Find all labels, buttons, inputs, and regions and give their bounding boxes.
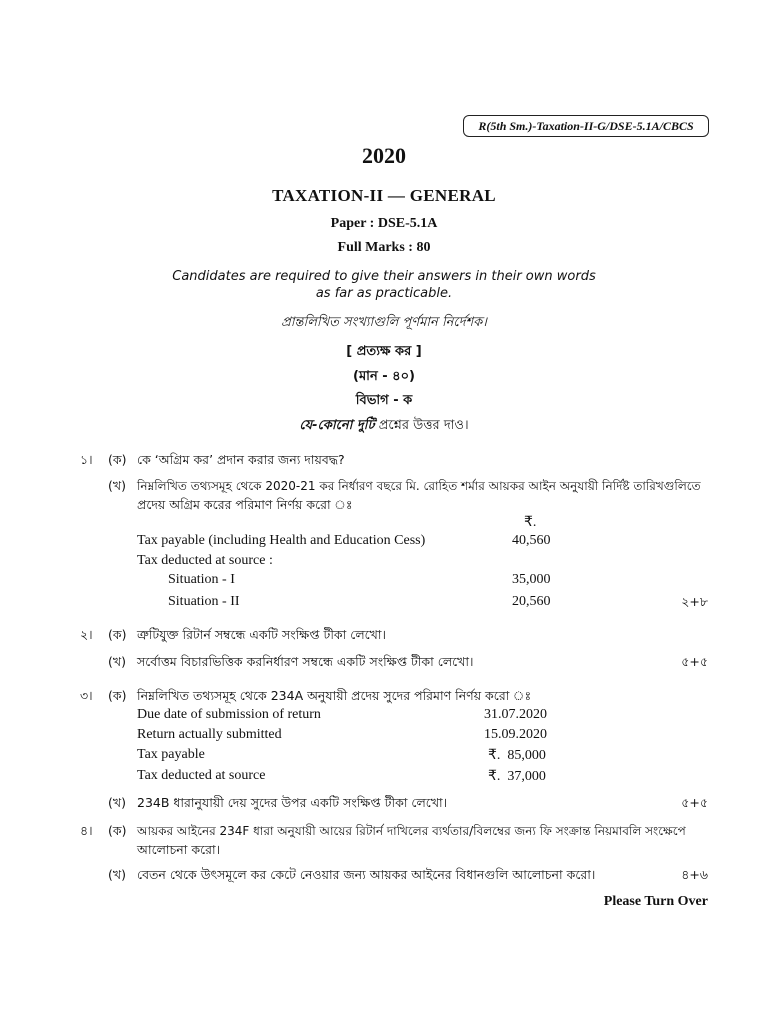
- q3-row-value: 15.09.2020: [484, 727, 547, 742]
- q1-number: ১।: [80, 452, 93, 467]
- q1-a-text: কে ‘অগ্রিম কর’ প্রদান করার জন্য দায়বদ্ধ?: [137, 452, 345, 467]
- subject-title: TAXATION-II — GENERAL: [272, 186, 496, 205]
- q3-b-label: (খ): [108, 795, 126, 810]
- paper-number: Paper : DSE-5.1A: [330, 216, 438, 231]
- q1-row-label: Situation - I: [168, 572, 235, 587]
- answer-instruction-rest: প্রশ্নের উত্তর দাও।: [378, 418, 469, 433]
- q1-a-label: (ক): [108, 452, 127, 467]
- q4-a-label: (ক): [108, 823, 127, 838]
- q1-row-label: Situation - II: [168, 594, 240, 609]
- full-marks: Full Marks : 80: [337, 240, 431, 255]
- q3-marks: ৫+৫: [681, 795, 708, 810]
- q1-b-line-2: প্রদেয় অগ্রিম করের পরিমাণ নির্ণয় করো ঃ: [137, 497, 353, 512]
- section-marks: (মান - ৪০): [353, 369, 415, 384]
- q4-b-label: (খ): [108, 867, 126, 882]
- q3-row-value: 31.07.2020: [484, 707, 547, 722]
- q4-a-line-1: আয়কর আইনের 234F ধারা অনুযায়ী আয়ের রিটার্ন দাখিলের ব্যর্থতার/বিলম্বের জন্য ফি সংক্রান্ত নিয়মাবলি সংক্ষেপে: [137, 824, 686, 838]
- paper-code: R(5th Sm.)-Taxation-II-G/DSE-5.1A/CBCS: [463, 115, 709, 137]
- instructions-english: [0, 268, 768, 302]
- q3-row-label: Return actually submitted: [137, 727, 282, 742]
- q4-marks: ৪+৬: [681, 867, 708, 882]
- instructions-line-1: Candidates are required to give their answers in their own words: [172, 269, 596, 284]
- q4-b-text: বেতন থেকে উৎসমূলে কর কেটে নেওয়ার জন্য আয়কর আইনের বিধানগুলি আলোচনা করো।: [137, 867, 596, 882]
- q4-a-line-2: আলোচনা করো।: [137, 842, 221, 857]
- group-label: বিভাগ - ক: [355, 393, 413, 408]
- q1-marks: ২+৮: [681, 594, 708, 609]
- exam-year: 2020: [362, 143, 406, 168]
- q1-b-label: (খ): [108, 478, 126, 493]
- q1-b-line-1: নিম্নলিখিত তথ্যসমূহ থেকে 2020-21 কর নির্ধারণ বছরে মি. রোহিত শর্মার আয়কর আইন অনুযায়ী নির্দিষ্ট তারিখগুলিতে: [137, 479, 701, 493]
- please-turn-over: Please Turn Over: [603, 894, 708, 909]
- q1-row-label: Tax payable (including Health and Education Cess): [137, 533, 426, 548]
- q1-row-value: 20,560: [512, 594, 551, 609]
- q2-b-label: (খ): [108, 654, 126, 669]
- q4-number: ৪।: [80, 823, 93, 838]
- q3-row-value: ₹. 37,000: [488, 769, 546, 784]
- q2-b-text: সর্বোত্তম বিচারভিত্তিক করনির্ধারণ সম্বন্ধে একটি সংক্ষিপ্ত টীকা লেখো।: [137, 654, 474, 669]
- q3-a-label: (ক): [108, 688, 127, 703]
- answer-instruction: [0, 416, 768, 437]
- q3-row-label: Tax payable: [137, 747, 205, 762]
- q3-number: ৩।: [80, 688, 93, 703]
- instructions-bengali: প্রান্তলিখিত সংখ্যাগুলি পূর্ণমান নির্দেশক।: [281, 315, 487, 330]
- q2-a-text: ত্রুটিযুক্ত রিটার্ন সম্বন্ধে একটি সংক্ষিপ্ত টীকা লেখো।: [137, 627, 386, 642]
- q3-row-label: Tax deducted at source: [137, 768, 266, 783]
- q2-marks: ৫+৫: [681, 654, 708, 669]
- q1-row-label: Tax deducted at source :: [137, 553, 273, 568]
- q3-row-label: Due date of submission of return: [137, 707, 321, 722]
- q2-number: ২।: [80, 627, 93, 642]
- q1-row-value: 35,000: [512, 572, 551, 587]
- section-title: [ প্রত্যক্ষ কর ]: [346, 344, 422, 359]
- q3-b-text: 234B ধারানুযায়ী দেয় সুদের উপর একটি সংক্ষিপ্ত টীকা লেখো।: [137, 795, 448, 810]
- q3-row-value: ₹. 85,000: [488, 748, 546, 763]
- q3-a-text: নিম্নলিখিত তথ্যসমূহ থেকে 234A অনুযায়ী প্রদেয় সুদের পরিমাণ নির্ণয় করো ঃ: [137, 688, 532, 703]
- q2-a-label: (ক): [108, 627, 127, 642]
- q1-currency-header: ₹.: [524, 515, 537, 530]
- instructions-line-2: as far as practicable.: [315, 286, 453, 301]
- answer-instruction-emphasis: যে-কোনো দুটি: [299, 418, 375, 433]
- q1-row-value: 40,560: [512, 533, 551, 548]
